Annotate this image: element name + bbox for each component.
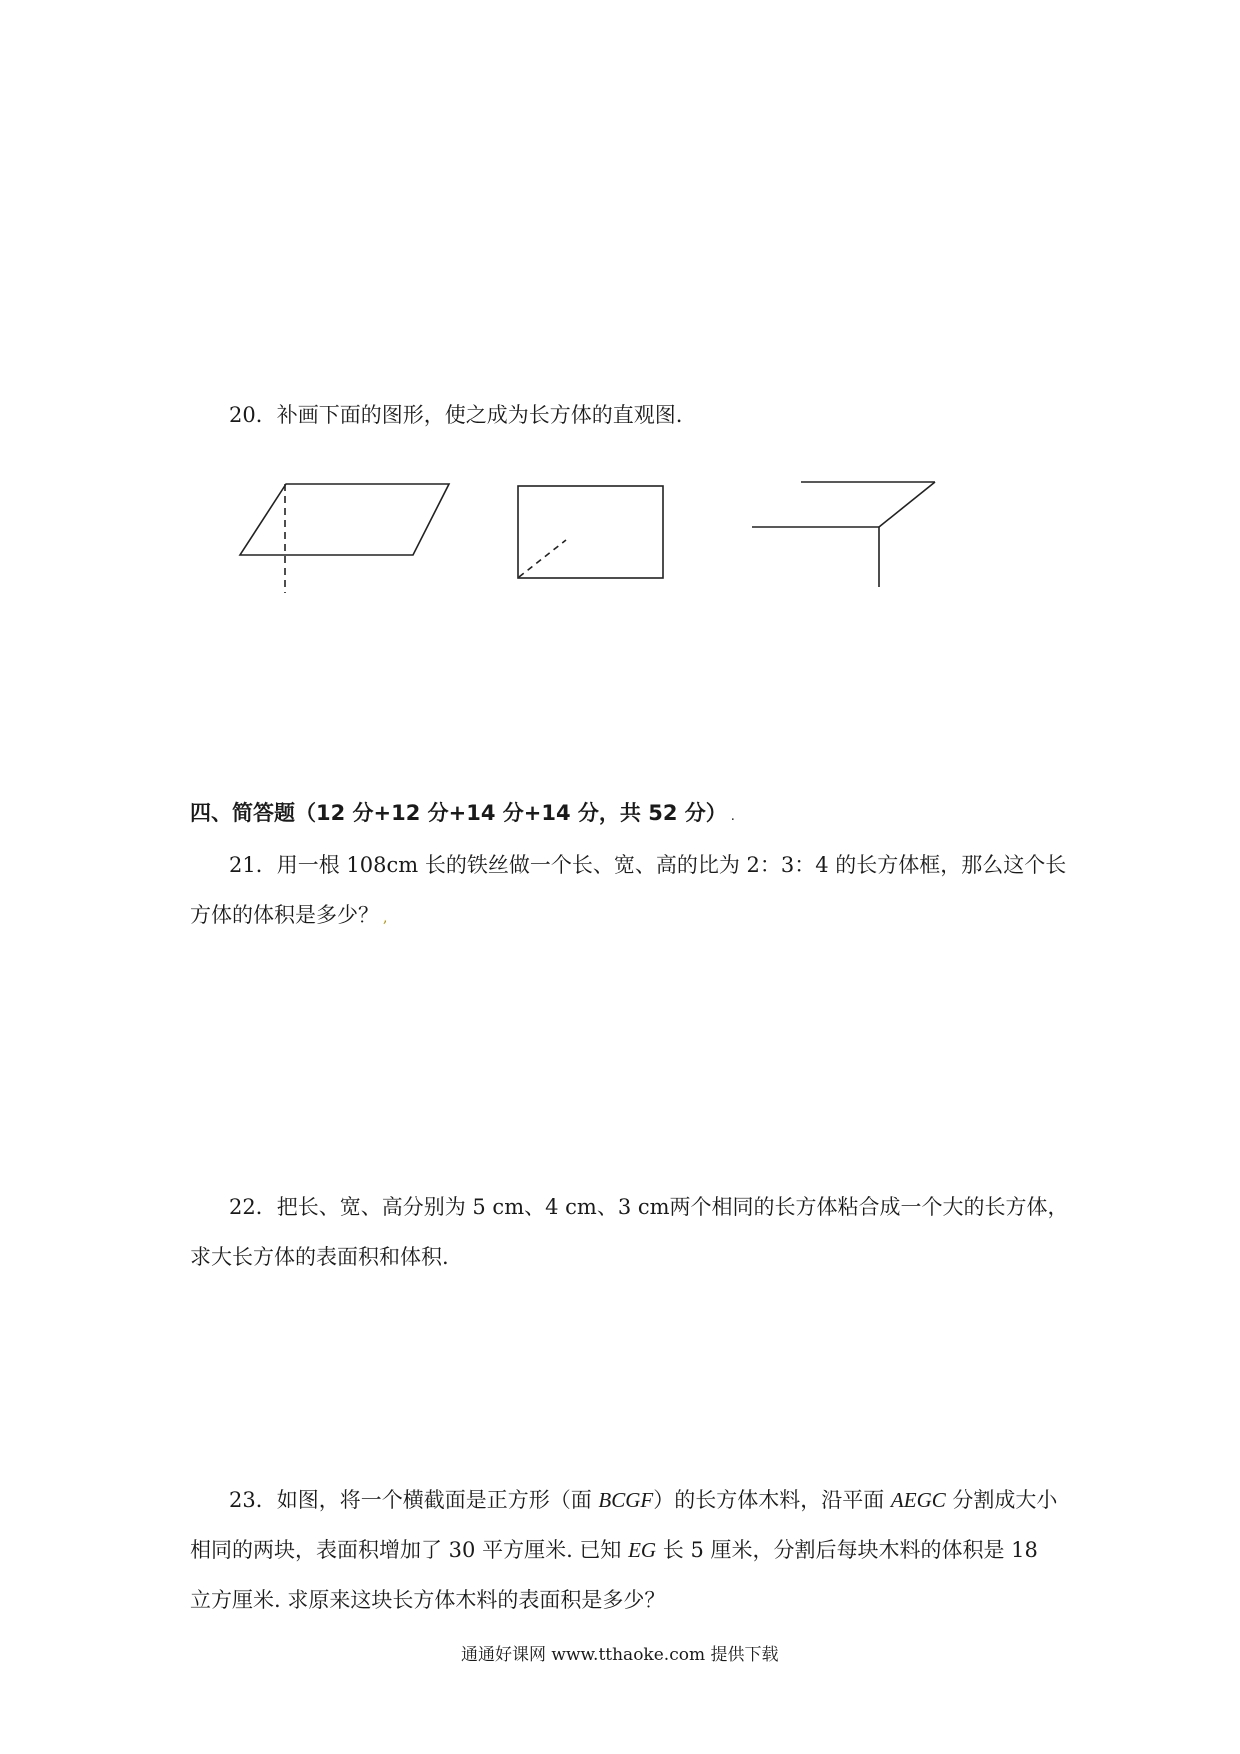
question-20: 20．补画下面的图形，使之成为长方体的直观图.	[229, 403, 683, 427]
plane-label-aegc: AEGC	[890, 1488, 946, 1512]
q23-line1-part-c: 分割成大小	[945, 1488, 1058, 1512]
figure-rectangle	[518, 486, 663, 578]
question-21-trailing-mark: ,	[383, 910, 388, 926]
question-22-line-1: 22．把长、宽、高分别为 5 cm、4 cm、3 cm两个相同的长方体粘合成一个大的长方体，	[229, 1195, 1069, 1219]
section-4-trailing-mark: .	[730, 809, 735, 824]
top-slanted-edge	[879, 482, 935, 527]
q23-line2-part-a: 相同的两块，表面积增加了 30 平方厘米. 已知	[190, 1538, 629, 1562]
segment-label-eg: EG	[628, 1538, 657, 1562]
rectangle-outline	[518, 486, 663, 578]
parallelogram-outline	[240, 484, 449, 555]
q23-line1-part-a: 23．如图，将一个横截面是正方形（面	[229, 1488, 599, 1512]
section-4-title: 四、简答题（12 分+12 分+14 分+14 分，共 52 分）	[190, 801, 727, 825]
question-21-line-1: 21．用一根 108cm 长的铁丝做一个长、宽、高的比为 2：3：4 的长方体框，那么这个长	[229, 853, 1067, 877]
question-21-line-2	[190, 900, 387, 933]
face-label-bcgf: BCGF	[598, 1488, 654, 1512]
question-23-line-2	[190, 1535, 1038, 1565]
question-21-line-2-text: 方体的体积是多少？	[190, 903, 379, 927]
q23-line1-part-b: ）的长方体木料，沿平面	[653, 1488, 891, 1512]
section-4-heading	[190, 798, 735, 832]
figure-parallelogram	[240, 484, 449, 593]
question-23-line-3: 立方厘米. 求原来这块长方体木料的表面积是多少？	[190, 1588, 666, 1612]
question-23-line-1	[229, 1485, 1057, 1515]
figure-corner	[752, 482, 935, 587]
dashed-diagonal-edge	[519, 540, 566, 577]
question-22-line-2: 求大长方体的表面积和体积.	[190, 1245, 449, 1269]
page-footer: 通通好课网 www.tthaoke.com 提供下载	[461, 1645, 779, 1665]
q23-line2-part-b: 长 5 厘米，分割后每块木料的体积是 18	[656, 1538, 1038, 1562]
